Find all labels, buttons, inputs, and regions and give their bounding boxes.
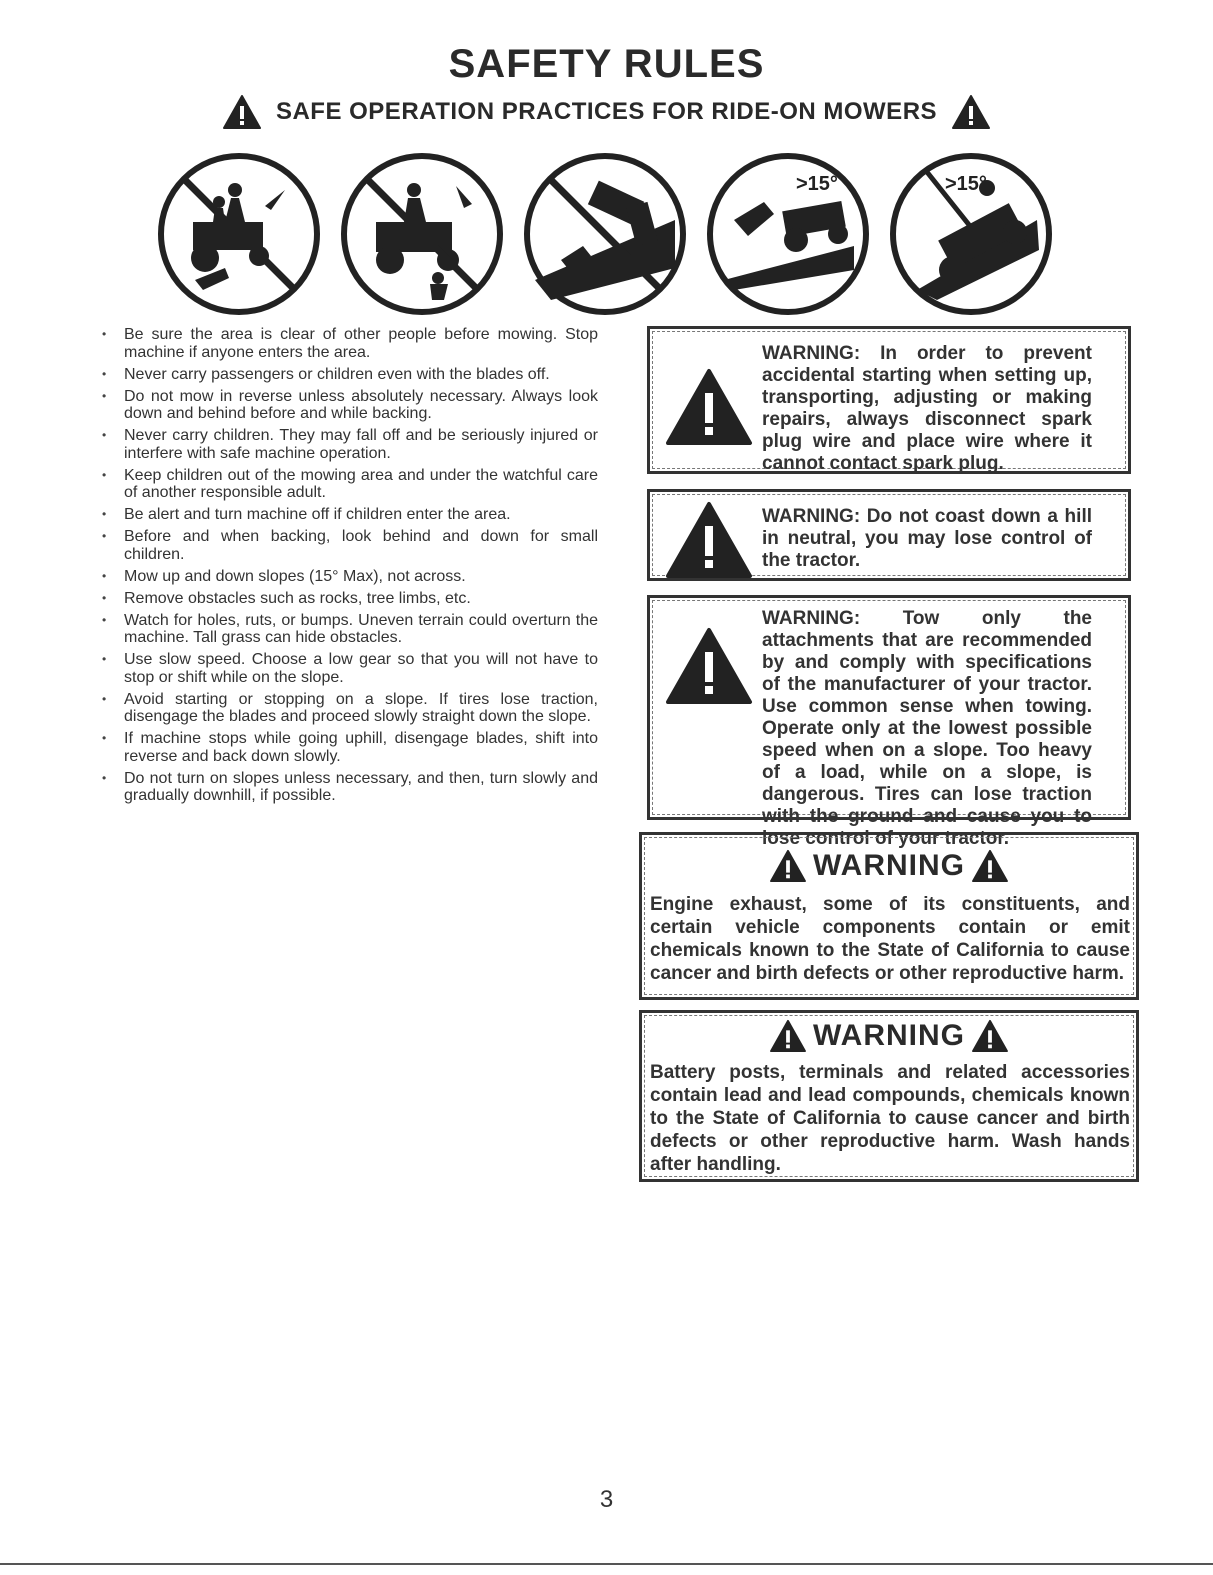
slope-over-15-tip-icon (704, 150, 872, 318)
list-item: • Keep children out of the mowing area and under the watchful care of another responsible adult. (100, 467, 598, 502)
list-item: • Use slow speed. Choose a low gear so that you will not have to stop or shift while on the slope. (100, 651, 598, 686)
safety-rules-list (100, 326, 598, 809)
list-item: • Watch for holes, ruts, or bumps. Uneven terrain could overturn the machine. Tall grass can hide obstacles. (100, 612, 598, 647)
warning-text: WARNING: Do not coast down a hill in neutral, you may lose control of the tractor. (762, 506, 1092, 571)
warning-triangle-icon (664, 367, 754, 447)
warning-heading-text: WARNING (813, 1019, 965, 1052)
warning-heading (642, 1019, 1136, 1053)
warning-triangle-icon (971, 849, 1009, 883)
warning-triangle-icon (222, 94, 262, 130)
page-subtitle (0, 94, 1213, 130)
list-item: • Be sure the area is clear of other people before mowing. Stop machine if anyone enters the area. (100, 326, 598, 361)
warning-heading-text: WARNING (813, 849, 965, 882)
list-item: • Avoid starting or stopping on a slope. If tires lose traction, disengage the blades and proceed slowly straight down the slope. (100, 691, 598, 726)
warning-triangle-icon (769, 1019, 807, 1053)
list-item: • Remove obstacles such as rocks, tree limbs, etc. (100, 590, 598, 608)
warning-box-spark-plug (647, 326, 1131, 474)
page-title: SAFETY RULES (448, 42, 765, 86)
page-divider (0, 1563, 1213, 1565)
list-item: • Before and when backing, look behind and down for small children. (100, 528, 598, 563)
warning-body: Engine exhaust, some of its constituents, and certain vehicle components contain or emit chemicals known to the State of California to cause cancer and birth defects or other reproductive harm. (650, 894, 1130, 984)
list-item: • Do not mow in reverse unless absolutely necessary. Always look down and behind before and while backing. (100, 388, 598, 423)
warning-triangle-icon (664, 500, 754, 580)
warning-text: WARNING: Tow only the attachments that are recommended by and comply with specifications of the manufacturer of your tractor. Use common sense when towing. Operate only at the lowest possible speed when on a slope. Too heavy of a load, while on a slope, is dangerous. Tires can lose traction with the ground and cause you to lose control of your tractor. (762, 608, 1092, 849)
page-number: 3 (599, 1486, 614, 1513)
warning-box-towing (647, 595, 1131, 849)
list-item: • Never carry passengers or children even with the blades off. (100, 366, 598, 384)
warning-triangle-icon (664, 626, 754, 706)
list-item: • Do not turn on slopes unless necessary, and then, turn slowly and gradually downhill, if possible. (100, 770, 598, 805)
warning-body: Battery posts, terminals and related accessories contain lead and lead compounds, chemicals known to the State of California to cause cancer and birth defects or other reproductive harm. Wash hands after handling. (650, 1062, 1130, 1175)
california-warning-battery (639, 1010, 1139, 1182)
list-item: • Be alert and turn machine off if children enter the area. (100, 506, 598, 524)
warning-box-coast (647, 489, 1131, 581)
california-warning-exhaust (639, 832, 1139, 1000)
list-item: • Never carry children. They may fall off and be seriously injured or interfere with safe machine operation. (100, 427, 598, 462)
safety-pictograms (155, 150, 1055, 320)
slope-label: >15° (945, 173, 987, 195)
warning-heading (642, 849, 1136, 883)
slope-label: >15° (796, 173, 838, 195)
no-passengers-icon (155, 150, 323, 318)
warning-triangle-icon (951, 94, 991, 130)
list-item: • Mow up and down slopes (15° Max), not across. (100, 568, 598, 586)
no-mowing-across-slope-icon (521, 150, 689, 318)
subtitle-text: SAFE OPERATION PRACTICES FOR RIDE-ON MOWERS (275, 98, 938, 125)
warning-triangle-icon (769, 849, 807, 883)
warning-text: WARNING: In order to prevent accidental starting when setting up, transporting, adjusting or making repairs, always disconnect spark plug wire and place wire where it cannot contact spark plug. (762, 343, 1092, 474)
no-children-while-reversing-icon (338, 150, 506, 318)
list-item: • If machine stops while going uphill, disengage blades, shift into reverse and back down slowly. (100, 730, 598, 765)
slope-over-15-rollover-icon (887, 150, 1055, 318)
warning-triangle-icon (971, 1019, 1009, 1053)
